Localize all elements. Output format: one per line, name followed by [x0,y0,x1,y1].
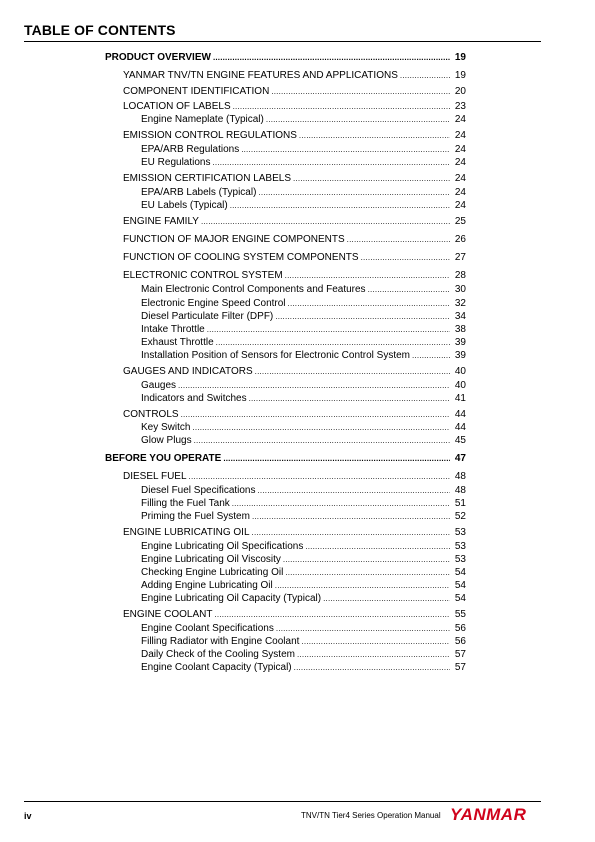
dot-leader [297,649,450,661]
toc-entry[interactable] [123,130,466,142]
dot-leader [212,157,450,169]
toc-entry[interactable] [141,580,466,592]
brand-logo: YANMAR [450,805,527,824]
toc-entry[interactable] [141,187,466,199]
toc-entry[interactable] [141,200,466,212]
dot-leader [275,580,450,592]
dot-leader [214,609,450,621]
dot-leader [323,593,450,605]
dot-leader [271,86,450,98]
toc-entry[interactable] [141,350,466,362]
dot-leader [181,409,450,421]
dot-leader [305,541,450,553]
toc-entry[interactable] [141,554,466,566]
toc-entry-title: EMISSION CONTROL REGULATIONS [123,130,297,141]
toc-entry-title: GAUGES AND INDICATORS [123,366,253,377]
dot-leader [294,662,450,674]
dot-leader [400,70,450,82]
toc-entry-page: 40 [454,366,466,377]
footer-manual-title: TNV/TN Tier4 Series Operation Manual [301,811,441,820]
toc-entry-title: BEFORE YOU OPERATE [105,453,222,464]
toc-entry-title: YANMAR TNV/TN ENGINE FEATURES AND APPLICATIONS [123,70,398,81]
toc-entry-page: 41 [454,393,466,404]
toc-entry-title: Filling the Fuel Tank [141,498,230,509]
toc-entry[interactable] [105,453,466,465]
toc-entry[interactable] [123,234,466,246]
toc-entry-title: Engine Coolant Capacity (Typical) [141,662,292,673]
toc-entry-page: 47 [454,453,466,464]
toc-entry-page: 51 [454,498,466,509]
dot-leader [288,298,450,310]
toc-entry-title: EPA/ARB Regulations [141,144,240,155]
dot-leader [192,422,450,434]
dot-leader [216,337,450,349]
toc-entry-title: Engine Lubricating Oil Viscosity [141,554,281,565]
toc-entry[interactable] [141,422,466,434]
dot-leader [283,554,450,566]
toc-entry-title: Electronic Engine Speed Control [141,298,286,309]
toc-entry-title: Indicators and Switches [141,393,247,404]
dot-leader [275,311,450,323]
toc-entry-title: EPA/ARB Labels (Typical) [141,187,257,198]
toc-entry-page: 48 [454,485,466,496]
toc-entry[interactable] [141,311,466,323]
toc-entry-page: 19 [454,52,466,63]
dot-leader [285,567,450,579]
toc-entry-page: 26 [454,234,466,245]
dot-leader [252,527,450,539]
toc-entry-page: 54 [454,593,466,604]
toc-entry[interactable] [141,337,466,349]
toc-entry[interactable] [141,541,466,553]
toc-entry-title: Adding Engine Lubricating Oil [141,580,273,591]
toc-entry-page: 54 [454,580,466,591]
toc-entry[interactable] [141,485,466,497]
toc-entry[interactable] [141,284,466,296]
dot-leader [255,366,450,378]
toc-entry-page: 34 [454,311,466,322]
dot-leader [258,485,451,497]
toc-entry-page: 30 [454,284,466,295]
dot-leader [412,350,450,362]
toc-entry[interactable] [105,52,466,64]
toc-entry[interactable] [123,173,466,185]
toc-entry-title: Diesel Fuel Specifications [141,485,256,496]
dot-leader [213,52,450,64]
toc-entry-title: Exhaust Throttle [141,337,214,348]
toc-entry-page: 24 [454,130,466,141]
toc-entry-page: 39 [454,337,466,348]
toc-entry-page: 19 [454,70,466,81]
dot-leader [285,270,450,282]
toc-entry[interactable] [141,324,466,336]
toc-entry-page: 56 [454,636,466,647]
toc-entry-title: COMPONENT IDENTIFICATION [123,86,270,97]
dot-leader [299,130,450,142]
toc-entry-page: 25 [454,216,466,227]
toc-entry-page: 24 [454,187,466,198]
dot-leader [301,636,450,648]
dot-leader [293,173,450,185]
toc-entry-page: 24 [454,200,466,211]
toc-entry[interactable] [123,270,466,282]
toc-entry[interactable] [141,511,466,523]
toc-entry[interactable] [123,366,466,378]
toc-entry-title: Filling Radiator with Engine Coolant [141,636,300,647]
toc-entry-page: 55 [454,609,466,620]
toc-entry-page: 38 [454,324,466,335]
toc-entry-title: Engine Coolant Specifications [141,623,274,634]
toc-entry[interactable] [123,101,466,113]
dot-leader [223,453,450,465]
toc-entry-page: 56 [454,623,466,634]
toc-entry[interactable] [141,649,466,661]
toc-entry-page: 44 [454,422,466,433]
toc-entry-title: DIESEL FUEL [123,471,187,482]
toc-entry-page: 40 [454,380,466,391]
toc-entry-page: 24 [454,157,466,168]
toc-entry-title: Intake Throttle [141,324,205,335]
footer-page-number: iv [24,811,32,821]
toc-entry[interactable] [141,567,466,579]
toc-entry[interactable] [141,593,466,605]
dot-leader [368,284,450,296]
toc-entry[interactable] [141,157,466,169]
toc-entry[interactable] [141,380,466,392]
toc-entry-title: Gauges [141,380,177,391]
toc-entry-title: FUNCTION OF COOLING SYSTEM COMPONENTS [123,252,359,263]
toc-entry-title: Installation Position of Sensors for Electronic Control System [141,350,411,361]
toc-entry-page: 23 [454,101,466,112]
toc-entry-page: 52 [454,511,466,522]
toc-entry[interactable] [123,471,466,483]
toc-entry-title: Key Switch [141,422,191,433]
toc-entry-page: 24 [454,173,466,184]
dot-leader [201,216,450,228]
toc-entry-page: 44 [454,409,466,420]
dot-leader [347,234,450,246]
toc-entry[interactable] [141,144,466,156]
toc-entry-page: 53 [454,554,466,565]
toc-entry[interactable] [141,623,466,635]
toc-entry-title: ENGINE COOLANT [123,609,213,620]
dot-leader [233,101,450,113]
toc-entry-title: Glow Plugs [141,435,192,446]
toc-entry[interactable] [141,435,466,447]
dot-leader [194,435,450,447]
toc-entry[interactable] [141,636,466,648]
toc-entry[interactable] [123,86,466,98]
dot-leader [207,324,450,336]
toc-entry[interactable] [123,409,466,421]
toc-entry[interactable] [123,70,466,82]
toc-entry-title: Engine Nameplate (Typical) [141,114,264,125]
toc-entry-title: ELECTRONIC CONTROL SYSTEM [123,270,283,281]
toc-entry-title: Engine Lubricating Oil Capacity (Typical) [141,593,322,604]
toc-entry-title: Daily Check of the Cooling System [141,649,295,660]
toc-entry-page: 57 [454,662,466,673]
toc-entry-page: 27 [454,252,466,263]
dot-leader [361,252,450,264]
dot-leader [230,200,450,212]
toc-entry-title: EMISSION CERTIFICATION LABELS [123,173,291,184]
toc-entry-page: 53 [454,541,466,552]
dot-leader [266,114,450,126]
toc-entry-title: Main Electronic Control Components and Features [141,284,366,295]
dot-leader [276,623,450,635]
toc-entry-page: 20 [454,86,466,97]
toc-entry[interactable] [141,114,466,126]
title-divider [24,41,541,42]
toc-entry-title: PRODUCT OVERVIEW [105,52,211,63]
toc-entry[interactable] [123,527,466,539]
toc-entry-page: 53 [454,527,466,538]
page-title: TABLE OF CONTENTS [24,22,176,38]
toc-entry-title: Diesel Particulate Filter (DPF) [141,311,274,322]
dot-leader [258,187,450,199]
toc-entry-title: CONTROLS [123,409,179,420]
toc-entry-page: 57 [454,649,466,660]
toc-entry[interactable] [141,498,466,510]
toc-entry-title: EU Labels (Typical) [141,200,228,211]
toc-entry-page: 39 [454,350,466,361]
toc-entry-title: Priming the Fuel System [141,511,250,522]
toc-entry-title: LOCATION OF LABELS [123,101,231,112]
footer-divider [24,801,541,802]
dot-leader [178,380,450,392]
toc-entry-page: 28 [454,270,466,281]
toc-entry[interactable] [123,216,466,228]
toc-entry-page: 48 [454,471,466,482]
toc-entry-page: 54 [454,567,466,578]
toc-entry[interactable] [141,662,466,674]
toc-entry[interactable] [141,298,466,310]
toc-entry-page: 24 [454,114,466,125]
toc-entry-title: Checking Engine Lubricating Oil [141,567,284,578]
toc-entry-page: 32 [454,298,466,309]
toc-entry[interactable] [123,252,466,264]
toc-entry-page: 45 [454,435,466,446]
toc-entry-page: 24 [454,144,466,155]
toc-entry-title: Engine Lubricating Oil Specifications [141,541,304,552]
toc-entry-title: ENGINE FAMILY [123,216,199,227]
toc-entry-title: EU Regulations [141,157,211,168]
dot-leader [232,498,450,510]
toc-entry-title: FUNCTION OF MAJOR ENGINE COMPONENTS [123,234,345,245]
toc-entry[interactable] [141,393,466,405]
toc-entry-title: ENGINE LUBRICATING OIL [123,527,250,538]
dot-leader [252,511,450,523]
dot-leader [249,393,450,405]
toc-entry[interactable] [123,609,466,621]
dot-leader [241,144,450,156]
dot-leader [189,471,450,483]
